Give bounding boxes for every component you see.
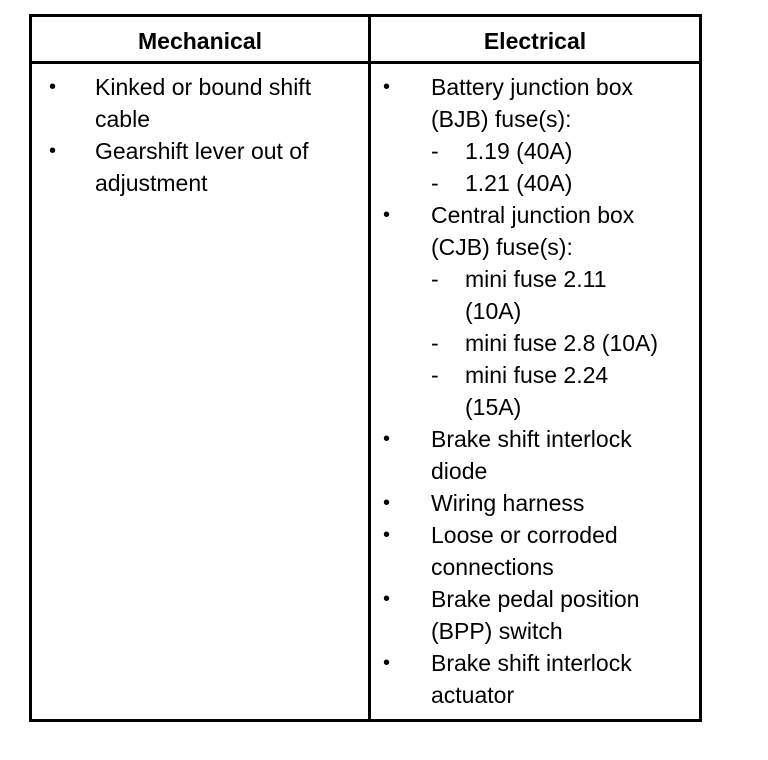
list-item [371, 71, 699, 135]
sub-item-line: mini fuse 2.24 [465, 362, 609, 388]
item-line: Wiring harness [431, 490, 585, 516]
sub-item-text: 1.21 (40A) [465, 170, 573, 196]
sub-item-text: 1.19 (40A) [465, 138, 573, 164]
item-text [431, 199, 699, 263]
item-text [431, 647, 699, 711]
item-line: Gearshift lever out of [95, 138, 309, 164]
list-item [32, 71, 368, 135]
item-text [431, 71, 699, 135]
item-line: Battery junction box [431, 74, 634, 100]
sub-item-text [465, 359, 699, 423]
electrical-column [371, 71, 699, 711]
item-line: Loose or corroded [431, 522, 618, 548]
header-mechanical: Mechanical [138, 28, 262, 54]
sub-item [371, 167, 699, 199]
item-text [431, 423, 699, 487]
dash-icon: - [431, 170, 439, 196]
sub-item [371, 327, 699, 359]
bullet-icon: • [383, 588, 391, 610]
dash-icon: - [431, 266, 439, 292]
item-line: actuator [431, 682, 515, 708]
item-line: diode [431, 458, 488, 484]
bullet-icon: • [49, 76, 57, 98]
item-line: adjustment [95, 170, 208, 196]
bullet-icon: • [383, 428, 391, 450]
bullet-icon: • [383, 204, 391, 226]
item-line: connections [431, 554, 554, 580]
bullet-icon: • [383, 492, 391, 514]
item-line: Brake shift interlock [431, 426, 632, 452]
sub-item-line: mini fuse 2.11 [465, 266, 607, 292]
header-divider [32, 61, 699, 64]
item-text [431, 583, 699, 647]
list-item [371, 519, 699, 583]
list-item [371, 647, 699, 711]
item-line: Central junction box [431, 202, 635, 228]
item-line: Brake shift interlock [431, 650, 632, 676]
item-text [95, 71, 368, 135]
header-electrical: Electrical [483, 28, 587, 54]
sub-item [371, 263, 699, 327]
sub-item [371, 135, 699, 167]
list-item [371, 423, 699, 487]
list-item [371, 487, 699, 519]
fault-table [29, 14, 702, 722]
item-text [431, 487, 699, 519]
sub-item [371, 359, 699, 423]
dash-icon: - [431, 138, 439, 164]
list-item [32, 135, 368, 199]
item-text [431, 519, 699, 583]
list-item [371, 199, 699, 263]
item-line: Brake pedal position [431, 586, 640, 612]
bullet-icon: • [383, 524, 391, 546]
list-item [371, 583, 699, 647]
sub-item-line: (10A) [465, 298, 522, 324]
dash-icon: - [431, 362, 439, 388]
sub-item-line: (15A) [465, 394, 522, 420]
item-line: (BPP) switch [431, 618, 563, 644]
item-line: (BJB) fuse(s): [431, 106, 572, 132]
dash-icon: - [431, 330, 439, 356]
item-text [95, 135, 368, 199]
bullet-icon: • [383, 76, 391, 98]
item-line: (CJB) fuse(s): [431, 234, 573, 260]
sub-item-text: mini fuse 2.8 (10A) [465, 330, 659, 356]
item-line: cable [95, 106, 150, 132]
sub-item-text [465, 263, 699, 327]
bullet-icon: • [383, 652, 391, 674]
mechanical-column [32, 71, 368, 199]
bullet-icon: • [49, 140, 57, 162]
item-line: Kinked or bound shift [95, 74, 312, 100]
